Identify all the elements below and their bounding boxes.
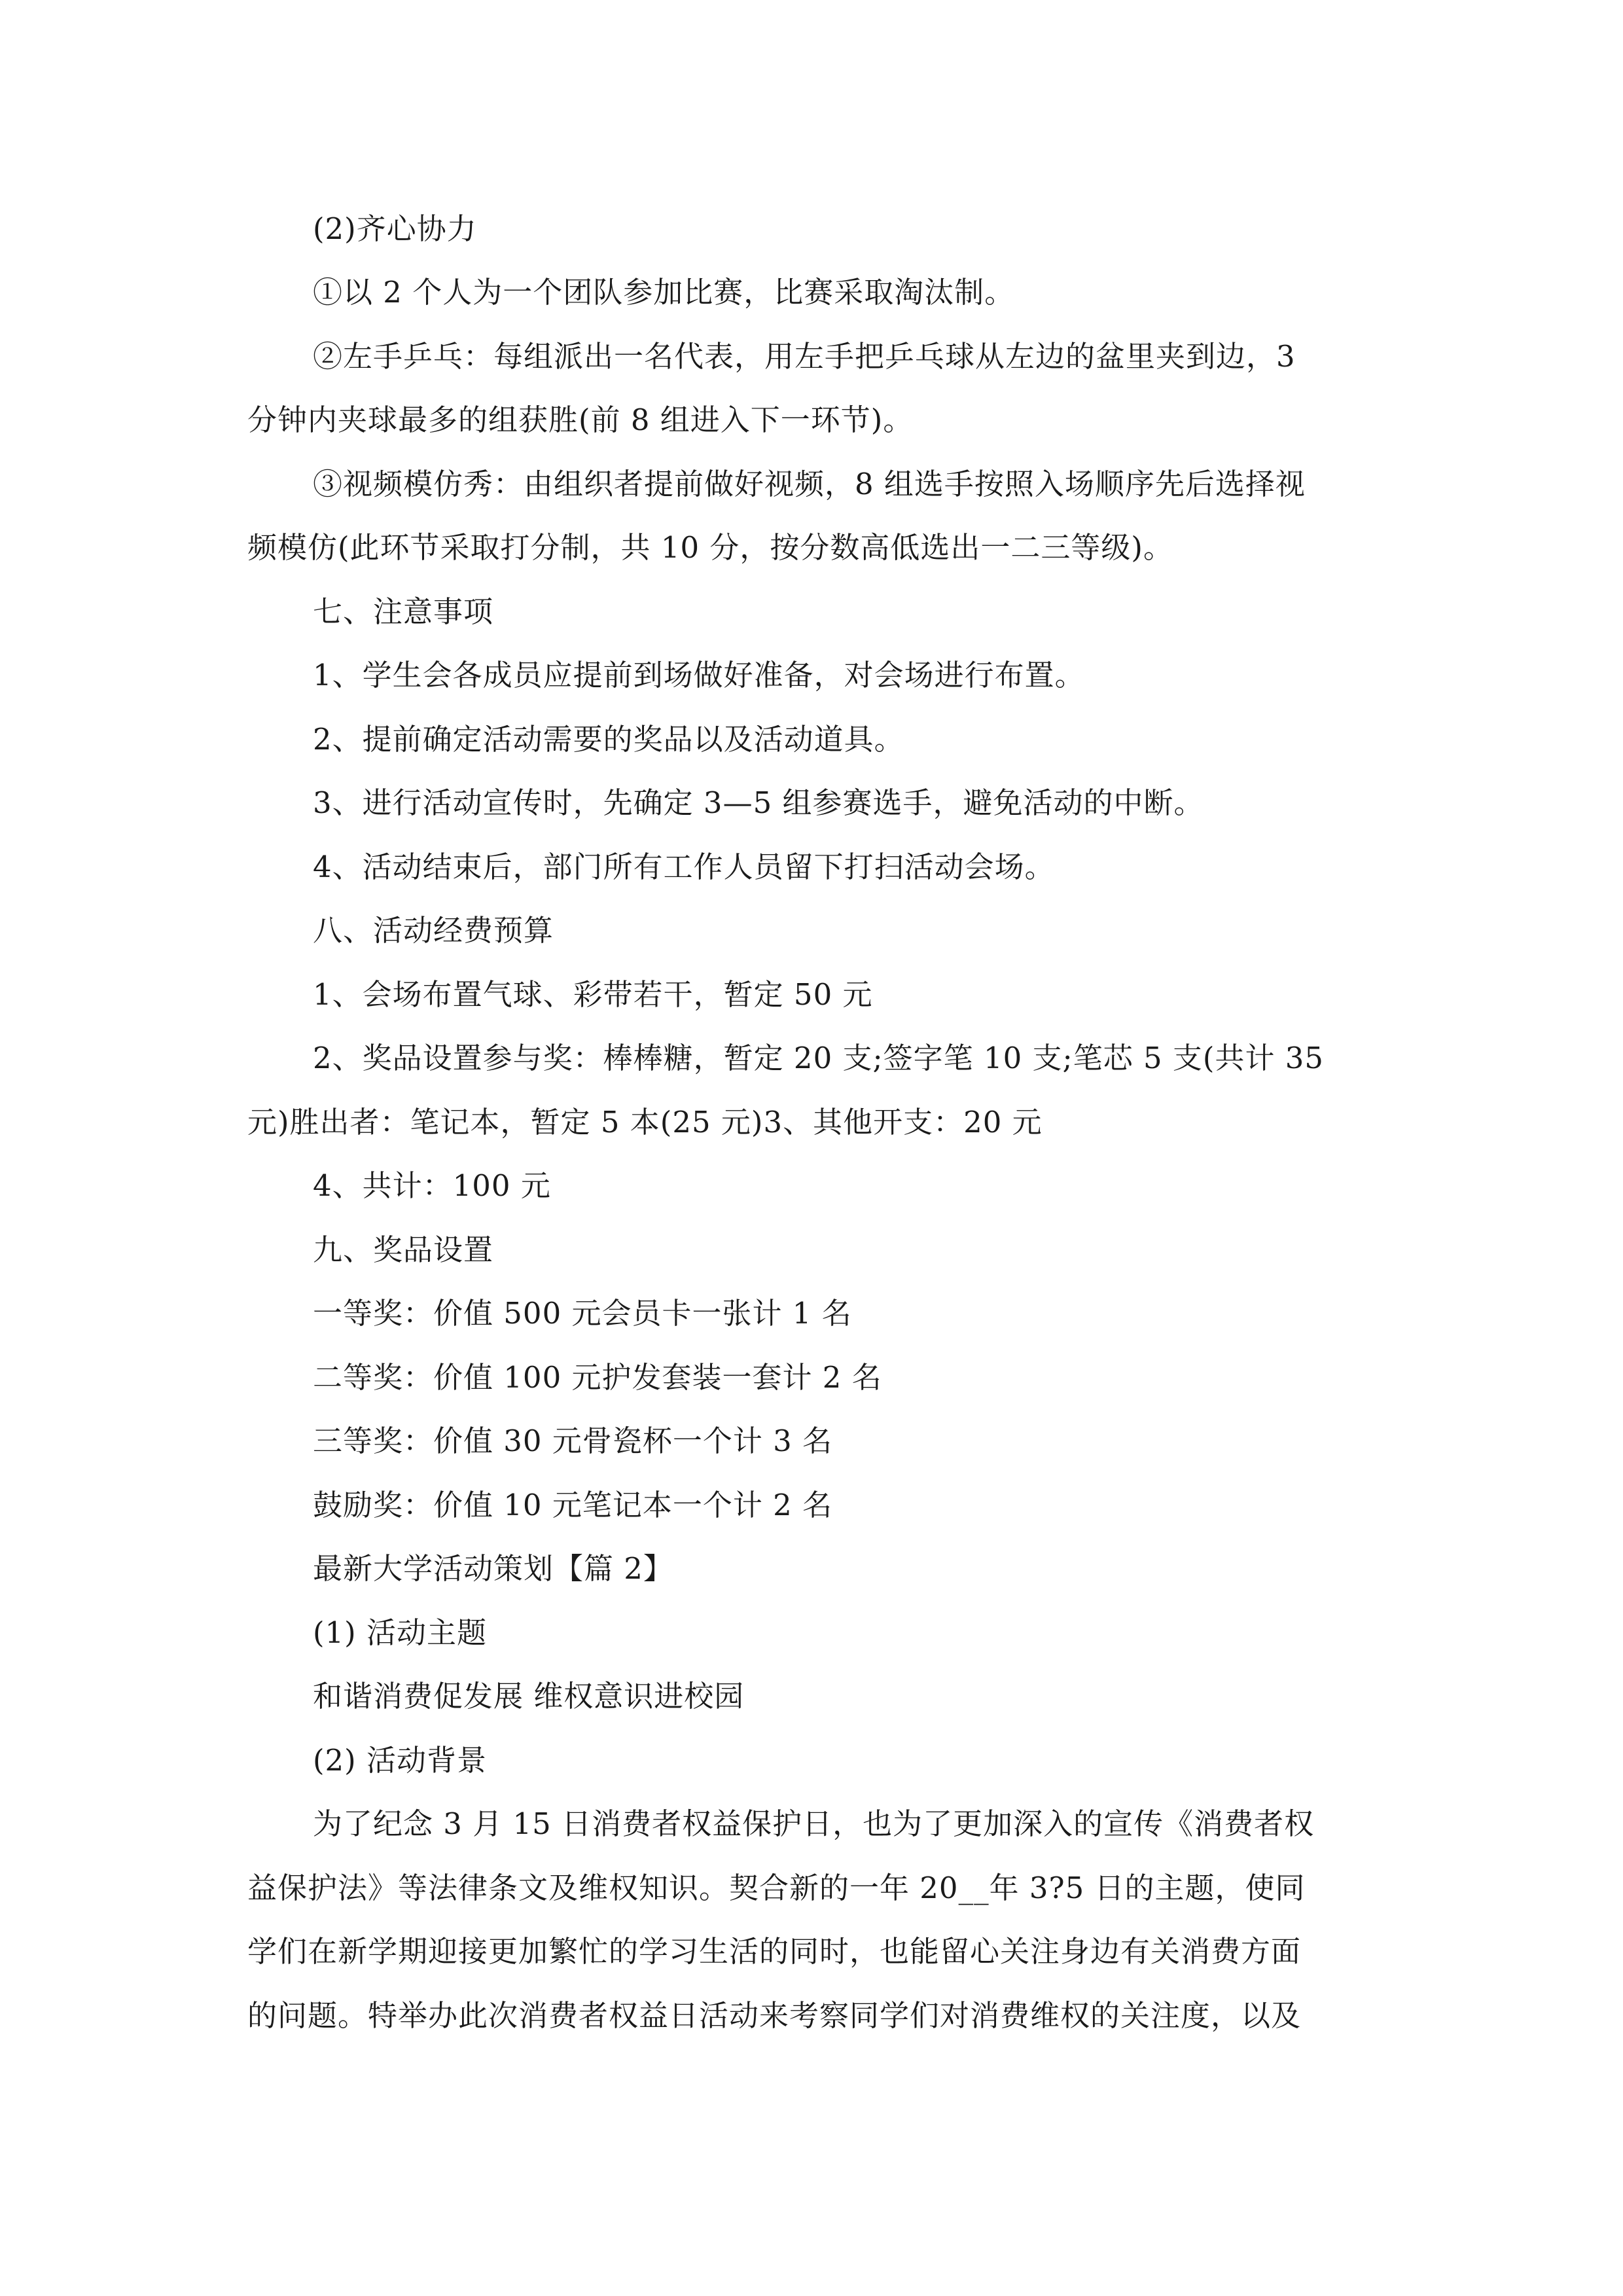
paragraph-line: 和谐消费促发展 维权意识进校园: [313, 1679, 745, 1713]
list-item: 3、进行活动宣传时，先确定 3—5 组参赛选手，避免活动的中断。: [313, 785, 1204, 820]
paragraph-line: 学们在新学期迎接更加繁忙的学习生活的同时，也能留心关注身边有关消费方面: [247, 1934, 1302, 1969]
paragraph-line: 的问题。特举办此次消费者权益日活动来考察同学们对消费维权的关注度，以及: [247, 1998, 1302, 2033]
list-item: 二等奖：价值 100 元护发套装一套计 2 名: [313, 1360, 882, 1395]
paragraph-line: ①以 2 个人为一个团队参加比赛，比赛采取淘汰制。: [313, 275, 1015, 310]
paragraph-line: 益保护法》等法律条文及维权知识。契合新的一年 20__年 3?5 日的主题，使同: [247, 1871, 1306, 1905]
list-item: 4、共计：100 元: [313, 1168, 551, 1203]
subheading-line: (2) 活动背景: [313, 1743, 488, 1778]
list-item: 三等奖：价值 30 元骨瓷杯一个计 3 名: [313, 1424, 833, 1458]
section-heading: 九、奖品设置: [313, 1232, 494, 1267]
article-title: 最新大学活动策划【篇 2】: [313, 1551, 673, 1586]
section-heading: 七、注意事项: [313, 594, 494, 629]
list-item: 鼓励奖：价值 10 元笔记本一个计 2 名: [313, 1488, 833, 1522]
list-item: 2、提前确定活动需要的奖品以及活动道具。: [313, 722, 904, 757]
list-item: 一等奖：价值 500 元会员卡一张计 1 名: [313, 1296, 852, 1331]
paragraph-line: 为了纪念 3 月 15 日消费者权益保护日，也为了更加深入的宣传《消费者权: [313, 1806, 1315, 1841]
subheading-line: (2)齐心协力: [313, 211, 477, 246]
list-item: 1、会场布置气球、彩带若干，暂定 50 元: [313, 977, 873, 1012]
paragraph-line: ③视频模仿秀：由组织者提前做好视频，8 组选手按照入场顺序先后选择视: [313, 467, 1306, 501]
list-item: 4、活动结束后，部门所有工作人员留下打扫活动会场。: [313, 850, 1055, 884]
paragraph-line: ②左手乒乓：每组派出一名代表，用左手把乒乓球从左边的盆里夹到边，3: [313, 339, 1296, 374]
list-item: 2、奖品设置参与奖：棒棒糖，暂定 20 支;签字笔 10 支;笔芯 5 支(共计 35: [313, 1041, 1325, 1075]
subheading-line: (1) 活动主题: [313, 1615, 488, 1650]
list-item: 1、学生会各成员应提前到场做好准备，对会场进行布置。: [313, 658, 1085, 692]
paragraph-line: 频模仿(此环节采取打分制，共 10 分，按分数高低选出一二三等级)。: [247, 530, 1173, 565]
section-heading: 八、活动经费预算: [313, 913, 554, 948]
paragraph-line: 分钟内夹球最多的组获胜(前 8 组进入下一环节)。: [247, 403, 914, 437]
list-item: 元)胜出者：笔记本，暂定 5 本(25 元)3、其他开支：20 元: [247, 1105, 1043, 1139]
